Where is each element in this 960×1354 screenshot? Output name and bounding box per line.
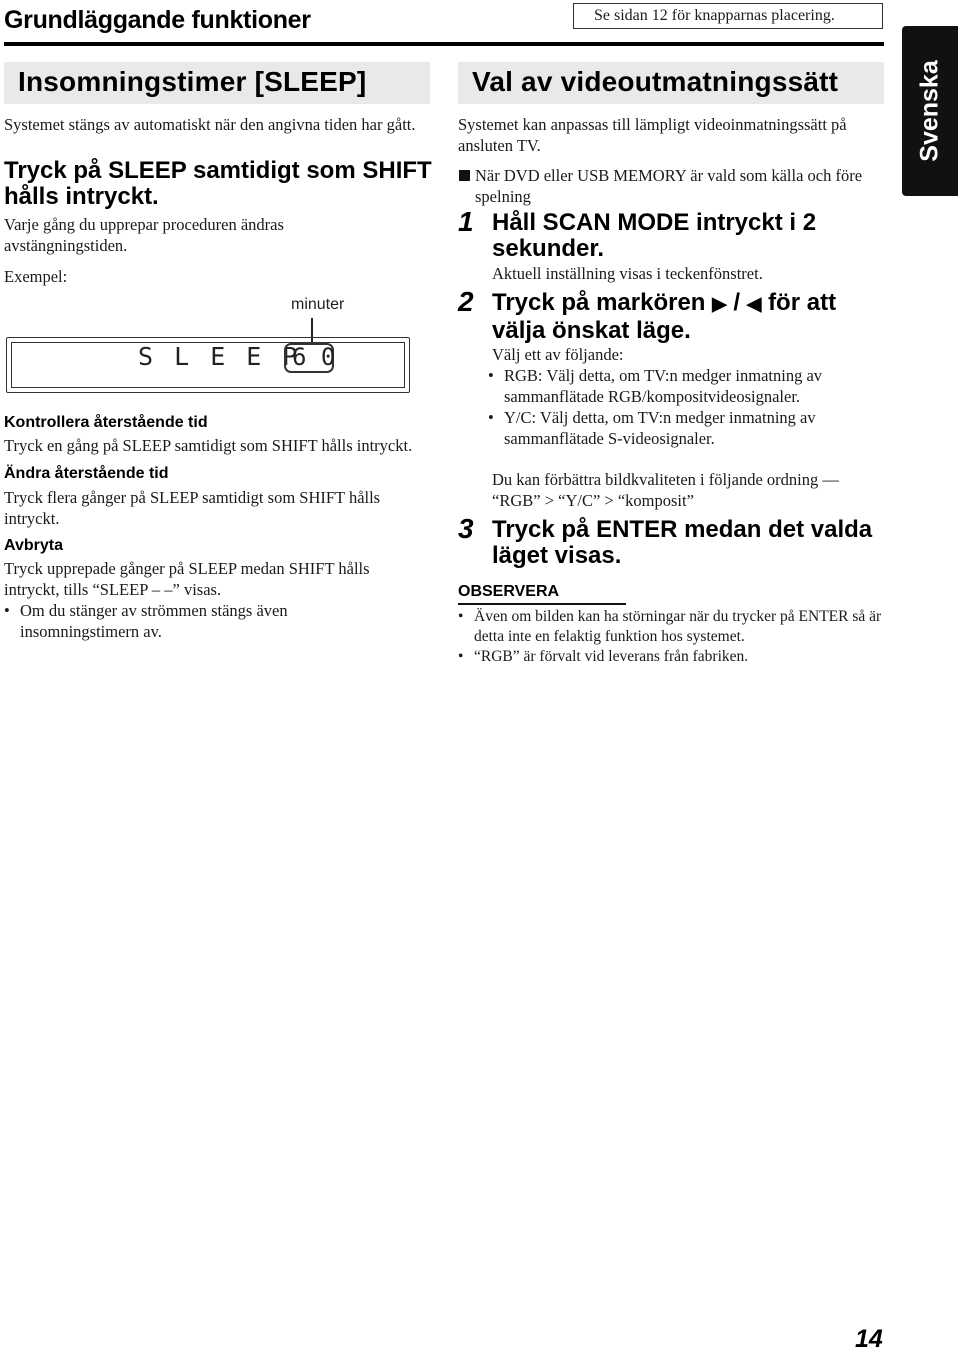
reference-note: Se sidan 12 för knapparnas placering. [573, 3, 883, 29]
language-tab-label: Svenska [915, 60, 944, 162]
sleep-repeat-note: Varje gång du upprepar proceduren ändras avstängningstiden. [4, 215, 284, 255]
list-item: • “RGB” är förvalt vid leverans från fabriken. [456, 647, 886, 667]
step-2-extra-1: Du kan förbättra bildkvaliteten i följande ordning — [492, 470, 839, 489]
step-1-title: Håll SCAN MODE intryckt i 2 sekunder. [492, 209, 817, 262]
step-2-title-part-a: Tryck på markören [492, 289, 706, 316]
change-time-title: Ändra återstående tid [4, 465, 169, 482]
header-rule [4, 42, 884, 46]
note-title: OBSERVERA [458, 583, 560, 600]
language-tab [902, 26, 958, 196]
page-header-title: Grundläggande funktioner [4, 6, 311, 34]
cancel-text: Tryck upprepade gånger på SLEEP medan SHIFT hålls intryckt, tills “SLEEP – –” visas. [4, 559, 370, 599]
sleep-instruction: Tryck på SLEEP samtidigt som SHIFT hålls intryckt. [4, 157, 432, 210]
video-section-heading [458, 62, 884, 104]
step-number-2: 2 [458, 286, 474, 317]
video-intro: Systemet kan anpassas till lämpligt videoinmatningssätt på ansluten TV. [458, 115, 847, 155]
step-2-text: Välj ett av följande: [492, 345, 624, 364]
cursor-left-icon: ◀ [746, 294, 762, 315]
cancel-title: Avbryta [4, 537, 63, 554]
display-caption: minuter [291, 296, 345, 313]
cancel-bullets [2, 600, 342, 642]
sleep-intro: Systemet stängs av automatiskt när den angivna tiden har gått. [4, 115, 416, 134]
list-item: • RGB: Välj detta, om TV:n medger inmatning av sammanflätade RGB/kompositvideosignaler. [486, 365, 862, 407]
note-underline [458, 603, 626, 605]
condition-square-icon [459, 170, 470, 181]
example-label: Exempel: [4, 267, 68, 286]
list-item: • Om du stänger av strömmen stängs även insomningstimern av. [2, 600, 342, 642]
video-heading-text: Val av videoutmatningssätt [472, 66, 839, 97]
step-2-title: Tryck på markören ▶ / ◀ för att välja önskat läge. [492, 289, 837, 344]
cursor-right-icon: ▶ [712, 294, 727, 315]
step-number-3: 3 [458, 513, 474, 544]
page-number: 14 [855, 1325, 883, 1353]
list-item: • Även om bilden kan ha störningar när du trycker på ENTER så är detta inte en felaktig funktion hos systemet. [456, 607, 886, 647]
step-2-options [486, 365, 862, 449]
change-time-text: Tryck flera gånger på SLEEP samtidigt som SHIFT hålls intryckt. [4, 488, 381, 528]
display-value: 6 0 [292, 343, 336, 371]
step-1-text: Aktuell inställning visas i teckenfönstret. [492, 264, 763, 283]
note-list [456, 607, 886, 667]
video-condition: När DVD eller USB MEMORY är vald som källa och före spelning [475, 166, 863, 206]
step-2-extra-2: “RGB” > “Y/C” > “komposit” [492, 491, 694, 510]
list-item: • Y/C: Välj detta, om TV:n medger inmatning av sammanflätade S-videosignaler. [486, 407, 862, 449]
sleep-section-heading [4, 62, 430, 104]
step-2-title-part-b: för att välja önskat läge. [492, 289, 837, 344]
step-number-1: 1 [458, 206, 474, 237]
check-time-title: Kontrollera återstående tid [4, 414, 208, 431]
display-sleep-text: S L E E P [138, 342, 301, 371]
sleep-heading-text: Insomningstimer [SLEEP] [18, 66, 367, 97]
step-3-title: Tryck på ENTER medan det valda läget visas. [492, 516, 873, 569]
check-time-text: Tryck en gång på SLEEP samtidigt som SHIFT hålls intryckt. [4, 436, 413, 455]
